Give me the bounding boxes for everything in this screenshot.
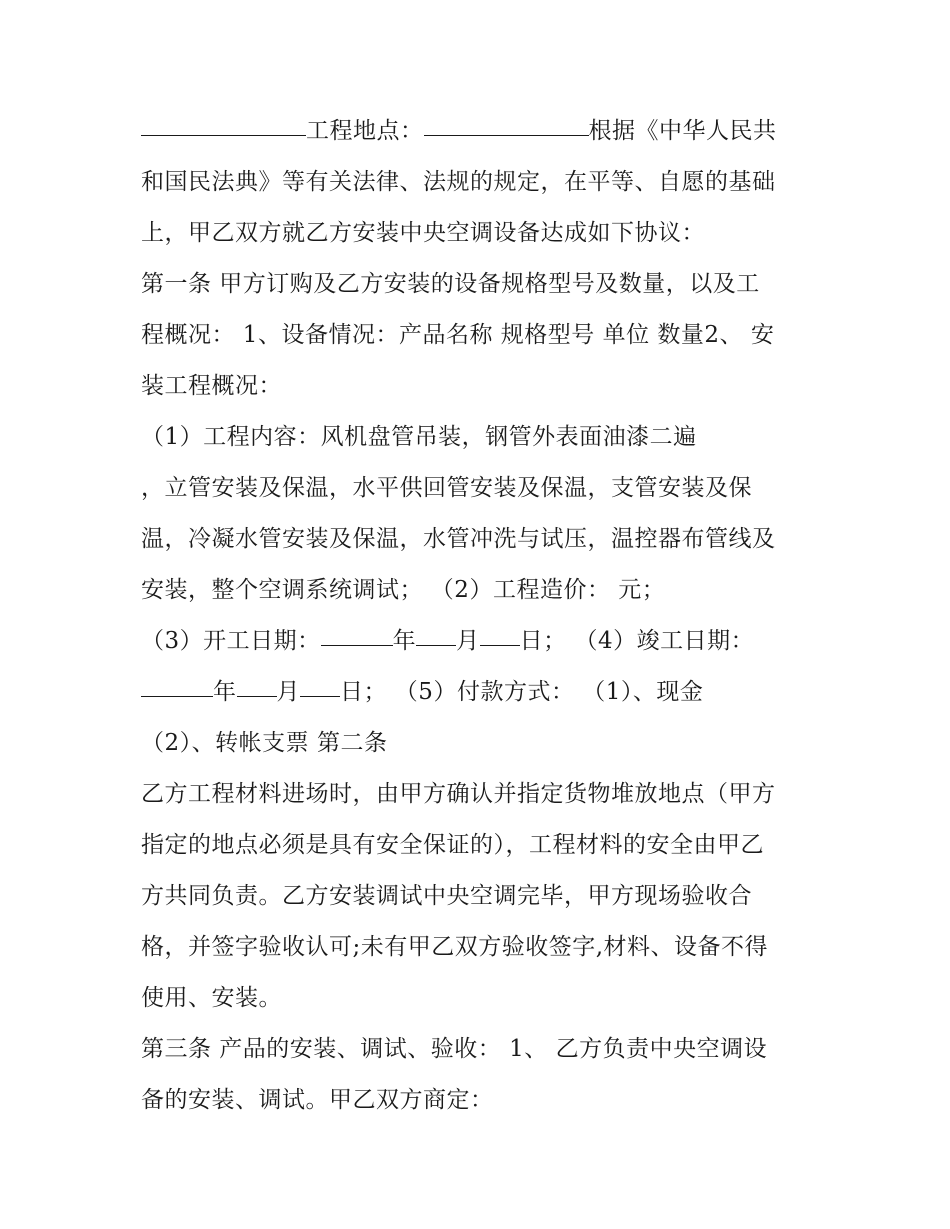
text-line-4: 第一条 甲方订购及乙方安装的设备规格型号及数量，以及工 [141, 271, 760, 297]
text-segment: 年 [213, 679, 237, 705]
fill-in-blank-project [141, 105, 306, 136]
text-segment: 根据《中华人民共 [588, 118, 777, 144]
text-line-3: 上，甲乙双方就乙方安装中央空调设备达成如下协议： [141, 220, 705, 246]
contract-body [141, 106, 821, 1126]
text-line-20: 备的安装、调试。甲乙双方商定： [141, 1087, 494, 1113]
text-segment: 月 [456, 628, 480, 654]
text-line-11 [141, 616, 821, 667]
text-segment: 年 [392, 628, 417, 654]
fill-in-blank-start-day [480, 615, 520, 646]
text-segment: 月 [276, 679, 300, 705]
fill-in-blank-location [424, 105, 589, 136]
text-line-7: （1）工程内容：风机盘管吊装，钢管外表面油漆二遍 [141, 424, 697, 450]
text-segment: 日； （5）付款方式： （1）、现金 [340, 679, 704, 705]
text-line-19: 第三条 产品的安装、调试、验收： 1、 乙方负责中央空调设 [141, 1036, 768, 1062]
text-line-13: （2）、转帐支票 第二条 [141, 730, 388, 756]
text-line-17: 格，并签字验收认可;未有甲乙双方验收签字,材料、设备不得 [141, 934, 769, 960]
text-line-14: 乙方工程材料进场时，由甲方确认并指定货物堆放地点（甲方 [141, 781, 776, 807]
text-line-9: 温，冷凝水管安装及保温，水管冲洗与试压，温控器布管线及 [141, 526, 776, 552]
text-line-12 [141, 667, 821, 718]
text-line-2: 和国民法典》等有关法律、法规的规定，在平等、自愿的基础 [141, 169, 776, 195]
text-line-6: 装工程概况： [141, 373, 282, 399]
text-line-8: ，立管安装及保温，水平供回管安装及保温，支管安装及保 [141, 475, 752, 501]
text-segment: （3）开工日期： [141, 628, 321, 654]
text-line-16: 方共同负责。乙方安装调试中央空调完毕，甲方现场验收合 [141, 883, 752, 909]
text-line-15: 指定的地点必须是具有安全保证的），工程材料的安全由甲乙 [141, 832, 764, 858]
fill-in-blank-end-year [141, 666, 213, 697]
text-line-5: 程概况： 1、设备情况：产品名称 规格型号 单位 数量2、 安 [141, 322, 775, 348]
text-segment: 工程地点： [306, 118, 424, 144]
text-line-10: 安装，整个空调系统调试； （2）工程造价： 元； [141, 577, 666, 603]
fill-in-blank-start-year [321, 615, 393, 646]
text-line-1 [141, 106, 821, 157]
fill-in-blank-end-month [237, 666, 277, 697]
fill-in-blank-start-month [416, 615, 456, 646]
text-line-18: 使用、安装。 [141, 985, 282, 1011]
text-segment: 日； （4）竣工日期： [519, 628, 755, 654]
fill-in-blank-end-day [300, 666, 340, 697]
